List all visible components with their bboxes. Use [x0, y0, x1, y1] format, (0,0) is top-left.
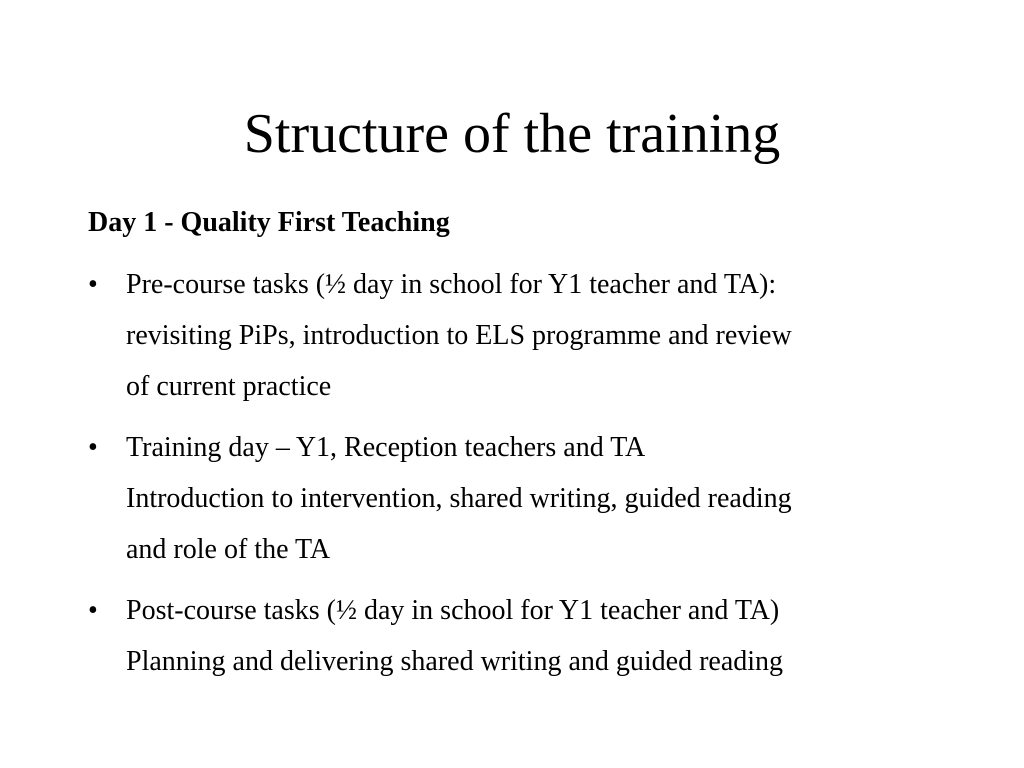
bullet-text-line: Post-course tasks (½ day in school for Y1 teacher and TA) — [126, 595, 780, 626]
bullet-text-line: and role of the TA — [126, 534, 331, 565]
bullet-item-post-course — [88, 585, 958, 687]
bullet-list — [88, 259, 958, 697]
bullet-icon: • — [88, 595, 98, 626]
bullet-text-line: Pre-course tasks (½ day in school for Y1 teacher and TA): — [126, 269, 777, 300]
bullet-text-line: Training day – Y1, Reception teachers and TA — [126, 432, 646, 463]
bullet-icon: • — [88, 432, 98, 463]
bullet-text-line: of current practice — [126, 371, 332, 402]
bullet-item-training-day — [88, 422, 958, 575]
bullet-text-line: Planning and delivering shared writing and guided reading — [126, 646, 784, 677]
section-subheading: Day 1 - Quality First Teaching — [88, 207, 450, 238]
bullet-icon: • — [88, 269, 98, 300]
slide-title: Structure of the training — [243, 103, 781, 165]
bullet-item-pre-course — [88, 259, 958, 412]
bullet-text-line: revisiting PiPs, introduction to ELS programme and review — [126, 320, 792, 351]
bullet-text-line: Introduction to intervention, shared writing, guided reading — [126, 483, 792, 514]
